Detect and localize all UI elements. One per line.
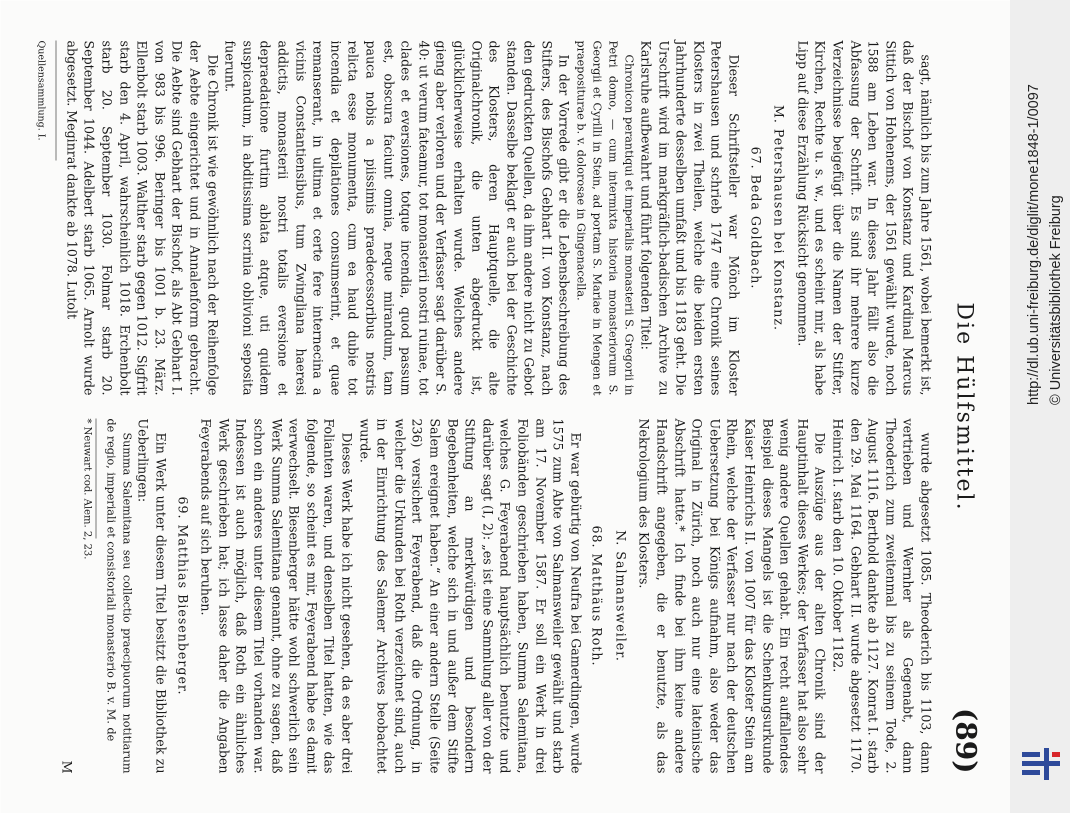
logo-bar-top bbox=[1022, 752, 1040, 757]
logo-bar-mid bbox=[1022, 761, 1060, 766]
logo-accent bbox=[1052, 752, 1060, 757]
right-text-column bbox=[57, 418, 934, 773]
paragraph: Ein Werk unter diesem Titel besitzt die Bibliothek zu Ueberlingen: bbox=[135, 418, 169, 773]
paragraph: Die Chronik ist wie gewöhnlich nach der Reihenfolge der Aebte eingerichtet und in Annalenform gebracht. Die Aebte sind Gebhart der Bischof, als Abt Gebhart I. von 983 bis 996. Beringer bis 1001 b. 23. März. Ellenbolt starb 1003. Walther starb gegen 1012. Sigfrit starb den 4. April, wahrscheinlich 1018. Erchenbolt starb 20. September 1030. Folmar starb 20. September 1044. Adelbert starb 1065. Arnolt wurde abgesetzt. Meginrat dankte ab 1078. Lutolt bbox=[63, 40, 220, 395]
viewer-sidebar bbox=[1010, 0, 1070, 813]
section-heading: M. Petershausen bei Konstanz. bbox=[771, 104, 787, 331]
paragraph: Dieses Werk habe ich nicht gesehen, da es aber drei Folianten waren, und denselben Titel hatten, wie das folgende, so scheint es mir, Feyerabend habe es damit verwechselt. Biesenberger hätte wohl schwerlich sein Werk Summa Salemitana genannt, ohne zu sagen, daß schon ein anderes unter diesem Titel vorhanden war. Indessen ist auch möglich, daß Roth ein ähnliches Werk geschrieben hat; ich lasse daher die Angaben Feyerabends auf sich beruhen. bbox=[198, 418, 354, 773]
copyright-notice: © Universitätsbibliothek Freiburg bbox=[1048, 195, 1064, 405]
paragraph: Die Auszüge aus der alten Chronik sind der Hauptinhalt dieses Werkes; der Verfasser hat also sehr wenig andere Quellen gehabt. Ein recht auffallendes Beispiel dieses Mangels ist die Schenkungsurkunde Kaiser Heinrichs II. von 1007 für das Kloster Stein am Rhein, welche der Verfasser nur nach der deutschen Uebersetzung bei Königs aufnahm, also weder das Original in Zürich, noch auch nur eine lateinische Abschrift hatte.* Ich finde bei ihm keine andere Handschrift angegeben, die er benutzte, als das Nekrologium des Klosters. bbox=[636, 418, 828, 773]
left-text-column bbox=[32, 40, 934, 395]
section-heading: N. Salmansweiler. bbox=[612, 529, 628, 662]
page-number: (89) bbox=[949, 707, 982, 773]
section-heading: 68. Matthäus Roth. bbox=[589, 525, 605, 666]
ub-freiburg-logo[interactable] bbox=[1018, 746, 1064, 782]
page-header bbox=[948, 40, 982, 773]
logo-stem bbox=[1044, 748, 1049, 780]
logo-bar-bottom bbox=[1022, 770, 1040, 775]
footnote-rule bbox=[95, 418, 96, 538]
catchword: M bbox=[58, 760, 74, 773]
paragraph: sagt, nämlich bis zum Jahre 1561, wobei bemerkt ist, daß der Bischof von Konstanz und Kardinal Marcus Sittich von Hohenems, der 1561 gewählt wurde, noch 1588 am Leben war. In dieses Jahr fällt also die Abfassung der Schrift. Es sind ihr mehrere kurze Verzeichnisse beigefügt über die Namen der Stifter, Kirchen, Rechte u. s. w., und es scheint mir, als habe Lipp auf diese Erzählung Rücksicht genommen. bbox=[794, 40, 933, 395]
document-url[interactable]: http://dl.ub.uni-freiburg.de/diglit/mone1848-1/0097 bbox=[1026, 84, 1042, 405]
footnote: * Neuwart cod. Alem. 2, 23. bbox=[80, 418, 92, 559]
paragraph: wurde abgesetzt 1085. Theoderich bis 1103, dann vertrieben und Wernher als Gegenabt, dann Theoderich zum zweitenmal bis zu seinem Tode, 2. August 1116. Berthold dankte ab 1127. Konrat I. starb den 29. Mai 1164. Gebhart II. wurde abgesetzt 1170. Heinrich I. starb den 10. Oktober 1182. bbox=[830, 418, 933, 773]
running-title: Die Hülfsmittel. bbox=[951, 301, 976, 512]
paragraph: In der Vorrede gibt er die Lebensbeschreibung des Stifters, des Bischofs Gebhart II. von Konstanz, nach den gedruckten Quellen, da ihm andere nicht zu Gebot standen. Dasselbe beklagt er auch bei der Geschichte des Klosters, deren Hauptquelle, die alte Originalchronik, die unten abgedruckt ist, glücklicherweise erhalten wurde. Welches andere gieng aber verloren und der Verfasser sagt darüber S. 40: ut verum fateamur, tot monasterii nostri ruinae, tot clades et eversiones, totque incendia, quod passum est, obscura faciunt omnia, neque mirandum, tam pauca nobis a piissimis praedecessoribus nostris relicta esse monumenta, cum ea haud dubie tot incendia et depilationes consumserint, et quae remanserant, in ultima et certe fere internecina a vicinis Constantiensibus, tum Zwingliana haeresi addictis, monasterii nostri totalis eversione et depraedatione furtim ablata atque, uti quidem suspicandum, in abditissima scrinia oblivioni seposita fuerunt. bbox=[222, 40, 572, 395]
latin-quotation: Chronicon perantiqui et imperialis monasterii S. Gregorii in Petri domo, — cum intermixta historia monasteriorum S. Georgii et Cyrilli in Stein, ad portam S. Mariae in Mengen et praepositurae b. v. dolorosae in Gingenacella. bbox=[574, 40, 636, 395]
section-heading: 67. Beda Goldbach. bbox=[747, 146, 763, 289]
latin-quotation: Summa Salemitana seu collectio praecipuorum notitiarum de regio, imperiali et consistoriali monasterio B. v. M. de bbox=[103, 418, 133, 773]
section-heading: 69. Matthias Biesenberger. bbox=[174, 495, 190, 696]
footer-rule bbox=[55, 40, 56, 160]
signature-mark: Quellensammlung. I. bbox=[35, 40, 47, 141]
paragraph: Er war gebürtig von Neufra bei Gamerdingen, wurde 1575 zum Abte von Salmansweiler gewählt und starb am 17. November 1587. Er soll ein Werk in drei Foliobänden geschrieben haben, Summa Salemitana, welches G. Feyerabend hauptsächlich benutzte und darüber sagt (I, 2): „es ist eine Sammlung aller von der Stiftung an merkwürdigen und besondern Begebenheiten, welche sich in und außer dem Stifte Salem ereignet haben.“ An einer andern Stelle (Seite 236) versichert Feyerabend, daß die Ordnung, in welcher die Urkunden bei Roth verzeichnet sind, auch in der Einrichtung des Salemer Archives beobachtet wurde. bbox=[356, 418, 583, 773]
paragraph: Dieser Schriftsteller war Mönch im Kloster Petershausen und schrieb 1747 eine Chronik seines Klosters in zwei Theilen, welche die beiden ersten Jahrhunderte desselben umfaßt und bis 1183 geht. Die Urschrift wird im markgräflich-badischen Archive zu Karlsruhe aufbewahrt und führt folgenden Titel: bbox=[638, 40, 742, 395]
